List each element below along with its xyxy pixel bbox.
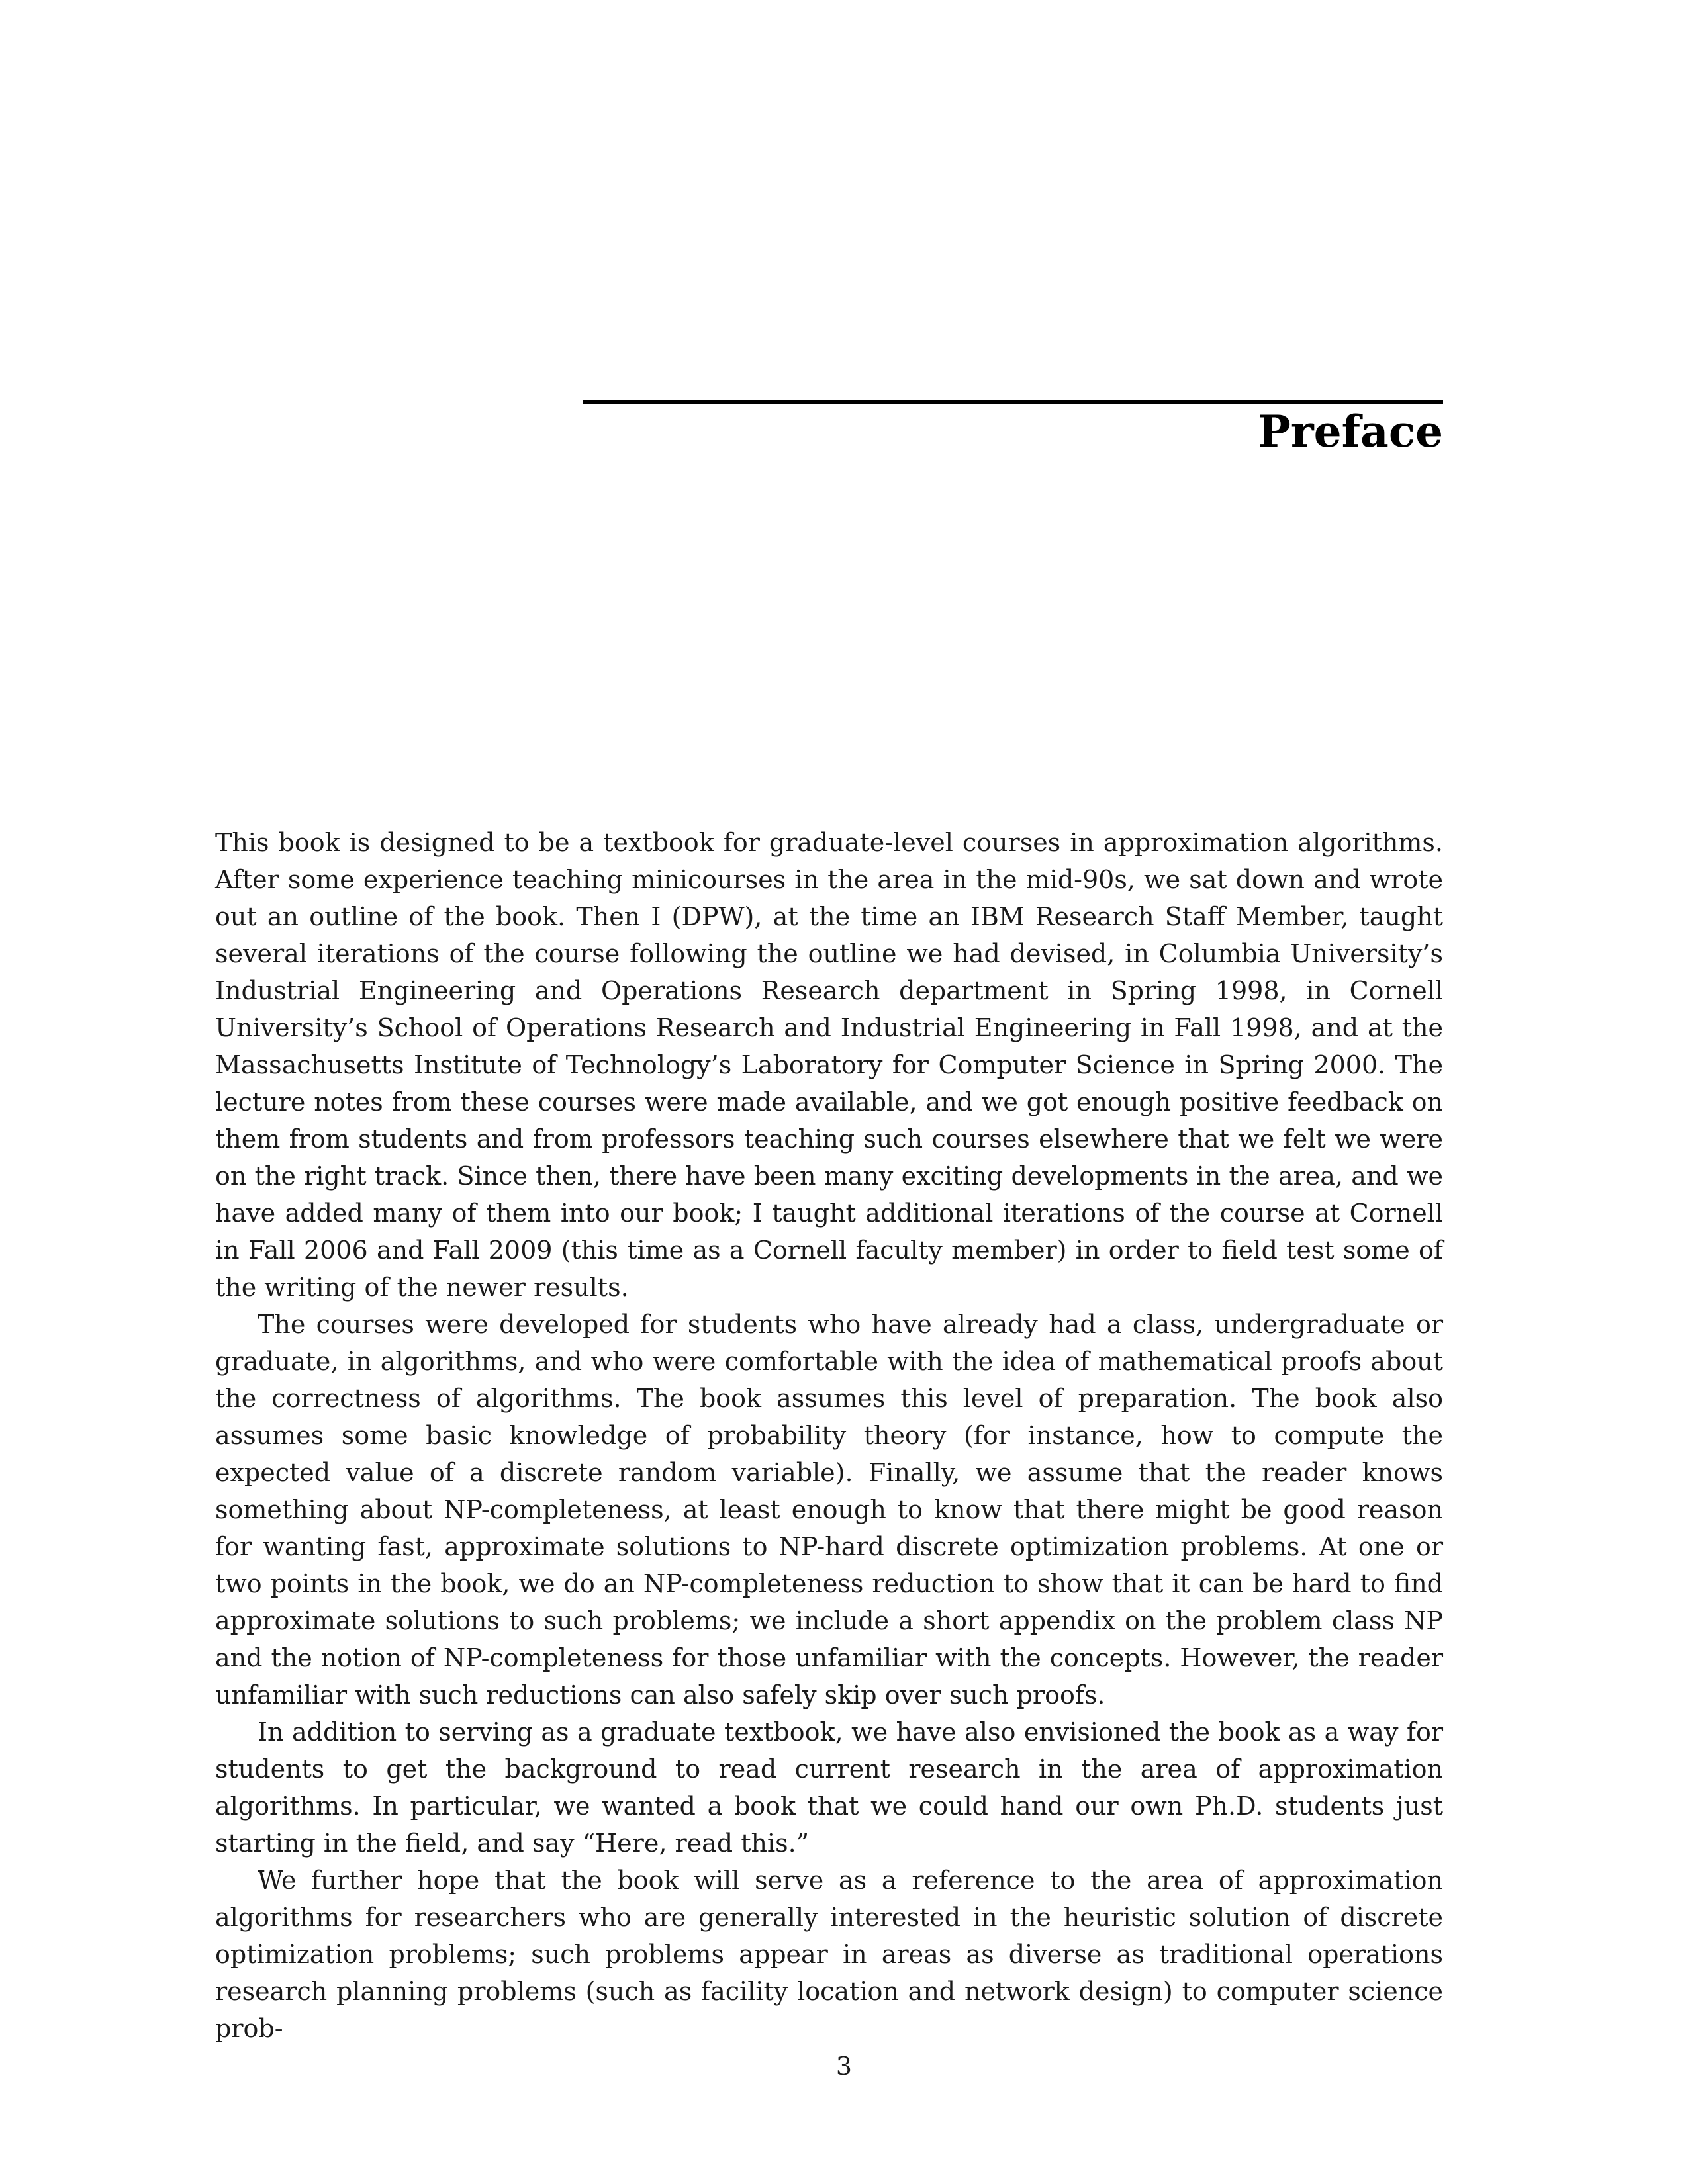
paragraph: We further hope that the book will serve as a reference to the area of approximation algorithms for researchers who are generally interested in the heuristic solution of discrete optimization problems; such problems appear in areas as diverse as traditional operations research planning problems (such as facility location and network design) to computer science prob- <box>215 1866 1443 2043</box>
paragraph: In addition to serving as a graduate textbook, we have also envisioned the book as a way for students to get the background to read current research in the area of approximation algorithms. In particular, we wanted a book that we could hand our own Ph.D. students just starting in the field, and say “Here, read this.” <box>215 1717 1443 1858</box>
page-number: 3 <box>835 2052 853 2081</box>
paragraph: This book is designed to be a textbook for graduate-level courses in approximation algorithms. After some experience teaching minicourses in the area in the mid-90s, we sat down and wrote out an outline of the book. Then I (DPW), at the time an IBM Research Staff Member, taught several iterations of the course following the outline we had devised, in Columbia University’s Industrial Engineering and Operations Research department in Spring 1998, in Cornell University’s School of Operations Research and Industrial Engineering in Fall 1998, and at the Massachusetts Institute of Technology’s Laboratory for Computer Science in Spring 2000. The lecture notes from these courses were made available, and we got enough positive feedback on them from students and from professors teaching such courses elsewhere that we felt we were on the right track. Since then, there have been many exciting developments in the area, and we have added many of them into our book; I taught additional iterations of the course at Cornell in Fall 2006 and Fall 2009 (this time as a Cornell faculty member) in order to field test some of the writing of the newer results. <box>215 828 1443 1302</box>
page-title: Preface <box>1258 406 1443 457</box>
body-text <box>215 824 1443 2047</box>
title-rule <box>583 400 1443 404</box>
paragraph: The courses were developed for students who have already had a class, undergraduate or graduate, in algorithms, and who were comfortable with the idea of mathematical proofs about the correctness of algorithms. The book assumes this level of preparation. The book also assumes some basic knowledge of probability theory (for instance, how to compute the expected value of a discrete random variable). Finally, we assume that the reader knows something about NP-completeness, at least enough to know that there might be good reason for wanting fast, approximate solutions to NP-hard discrete optimization problems. At one or two points in the book, we do an NP-completeness reduction to show that it can be hard to find approximate solutions to such problems; we include a short appendix on the problem class NP and the notion of NP-completeness for those unfamiliar with the concepts. However, the reader unfamiliar with such reductions can also safely skip over such proofs. <box>215 1310 1443 1709</box>
